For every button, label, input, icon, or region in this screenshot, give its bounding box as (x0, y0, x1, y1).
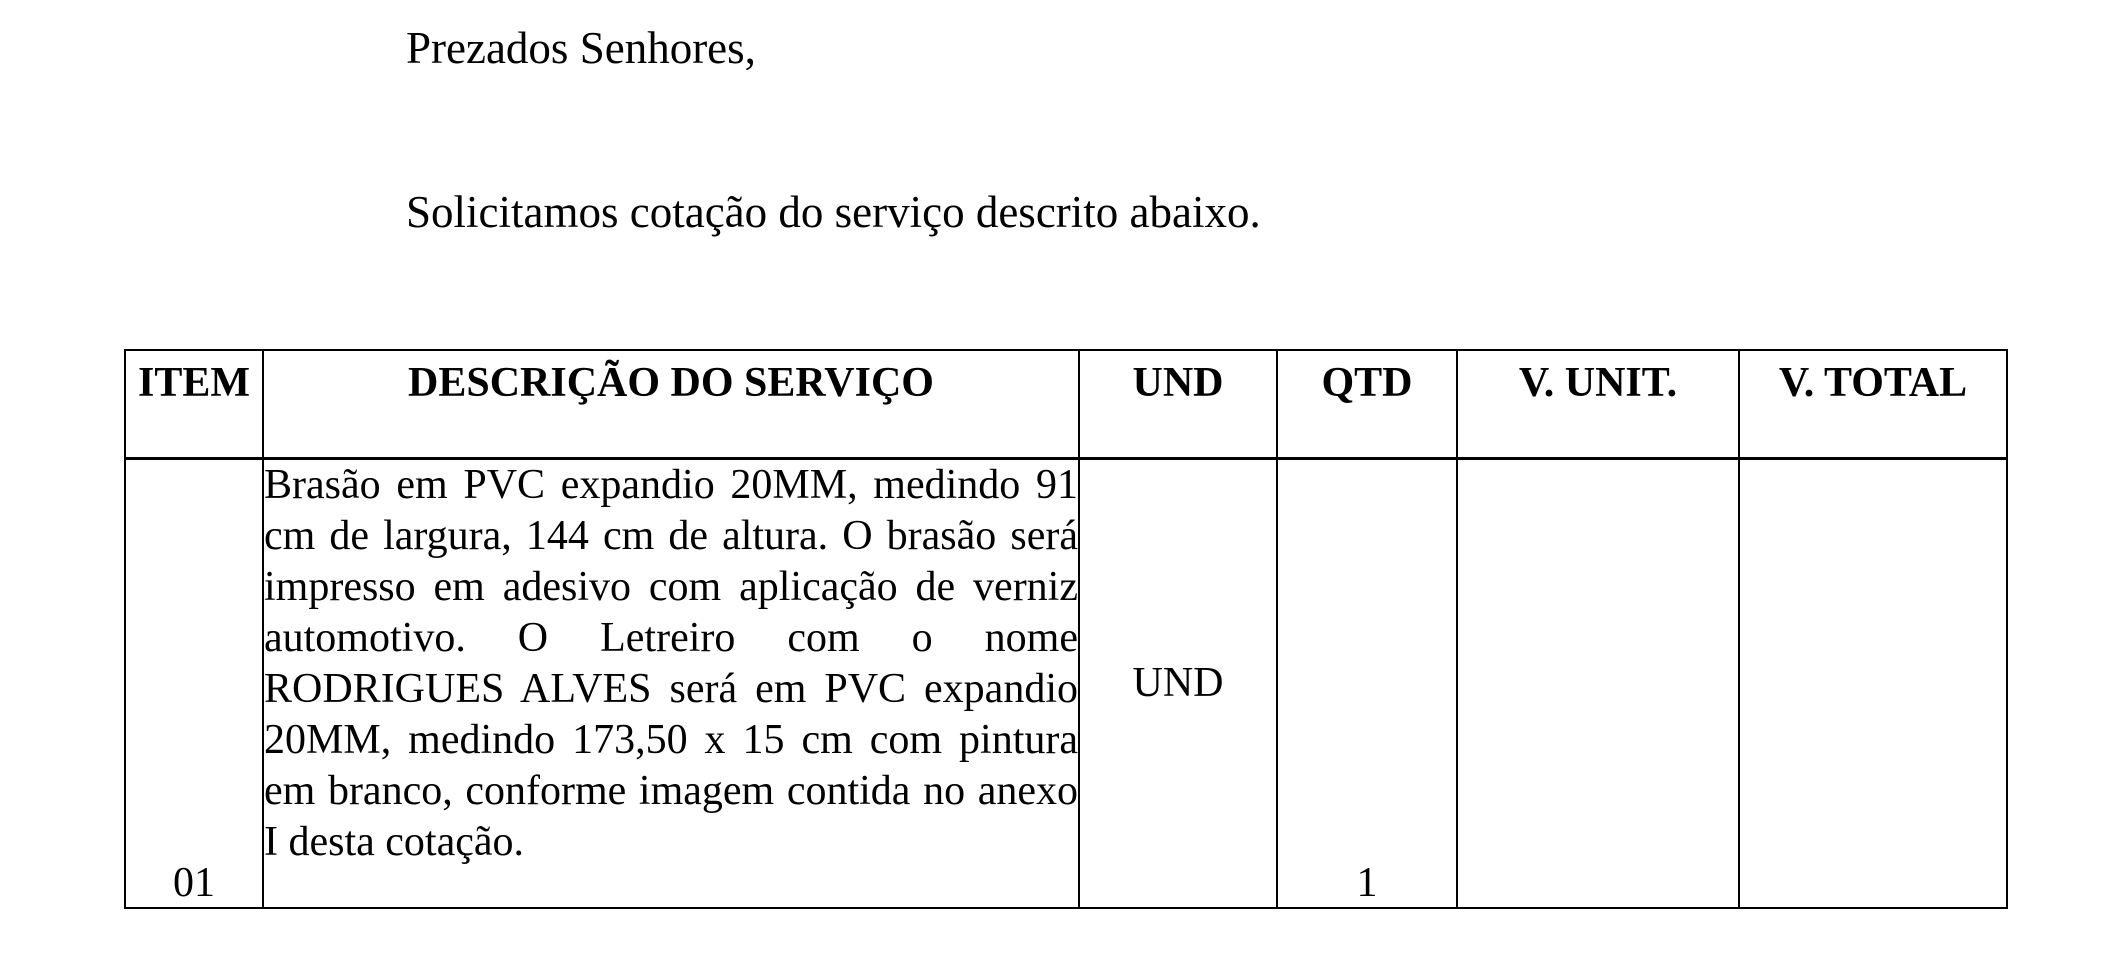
request-line: Solicitamos cotação do serviço descrito abaixo. (406, 187, 1261, 237)
greeting-line: Prezados Senhores, (406, 23, 756, 73)
cell-description-wrapper (263, 458, 1079, 908)
header-unit-value: V. UNIT. (1457, 350, 1739, 458)
cell-total-value (1739, 458, 2007, 908)
cell-unit: UND (1079, 458, 1277, 908)
header-description: DESCRIÇÃO DO SERVIÇO (263, 350, 1079, 458)
table-header-row (125, 350, 2007, 458)
cell-unit-value (1457, 458, 1739, 908)
quote-table (124, 349, 2008, 909)
header-total-value: V. TOTAL (1739, 350, 2007, 458)
header-unit: UND (1079, 350, 1277, 458)
cell-item: 01 (125, 458, 263, 908)
table-row (125, 458, 2007, 908)
cell-quantity: 1 (1277, 458, 1457, 908)
cell-description: Brasão em PVC expandio 20MM, medindo 91 cm de largura, 144 cm de altura. O brasão será impresso em adesivo com aplicação de verniz automotivo. O Letreiro com o nome RODRIGUES ALVES será em PVC expandio 20MM, medindo 173,50 x 15 cm com pintura em branco, conforme imagem contida no anexo I desta cotação. (264, 461, 1078, 865)
header-item: ITEM (125, 350, 263, 458)
header-quantity: QTD (1277, 350, 1457, 458)
